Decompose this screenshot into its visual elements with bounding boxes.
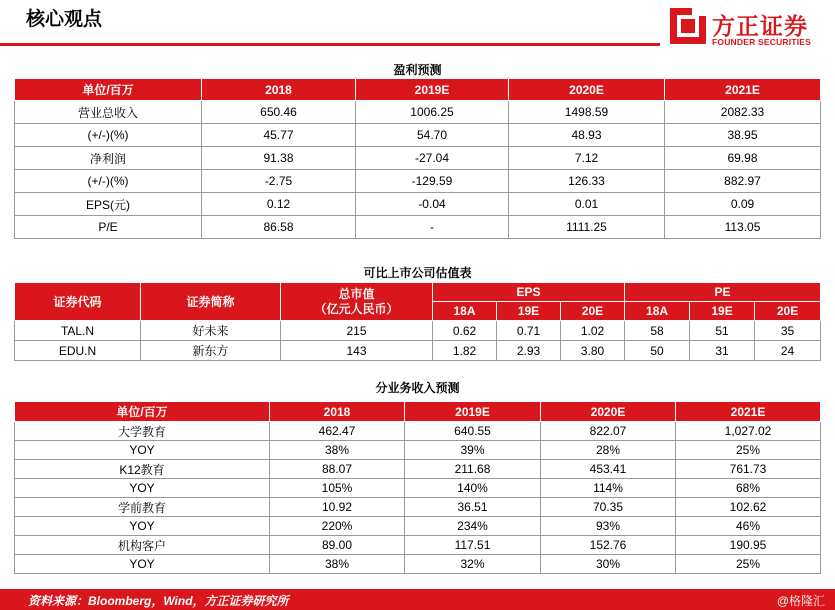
table-row bbox=[15, 170, 821, 193]
table-cell: 46% bbox=[676, 517, 821, 536]
page-title: 核心观点 bbox=[26, 9, 103, 30]
table-cell: 58 bbox=[625, 321, 690, 341]
table-cell: -0.04 bbox=[356, 193, 509, 216]
table-cell: 24 bbox=[755, 341, 821, 361]
table1-header-row bbox=[15, 79, 821, 101]
table-row bbox=[15, 422, 821, 441]
table-cell: 462.47 bbox=[270, 422, 405, 441]
table2-subheader-cell: 20E bbox=[755, 302, 821, 321]
table-cell: (+/-)(%) bbox=[15, 170, 202, 193]
table-cell: 117.51 bbox=[405, 536, 541, 555]
profit-forecast-table bbox=[14, 78, 821, 239]
table3-header-cell: 2019E bbox=[405, 402, 541, 422]
table-cell: 640.55 bbox=[405, 422, 541, 441]
table-row bbox=[15, 101, 821, 124]
table-cell: 114% bbox=[541, 479, 676, 498]
market-cap-label: 总市值 bbox=[338, 286, 375, 301]
table-cell: 89.00 bbox=[270, 536, 405, 555]
table-cell: 净利润 bbox=[15, 147, 202, 170]
table-cell: 大学教育 bbox=[15, 422, 270, 441]
table2-header-cell: 证券代码 bbox=[15, 283, 141, 321]
segment-revenue-table bbox=[14, 401, 821, 574]
founder-logo-icon bbox=[668, 6, 708, 46]
market-cap-unit: （亿元人民币） bbox=[314, 301, 399, 316]
table-cell: 152.76 bbox=[541, 536, 676, 555]
table-cell: 1.82 bbox=[433, 341, 497, 361]
table-cell: 2.93 bbox=[497, 341, 561, 361]
table2-title: 可比上市公司估值表 bbox=[363, 266, 472, 280]
table2-subheader-cell: 20E bbox=[561, 302, 625, 321]
table-cell: 126.33 bbox=[509, 170, 665, 193]
table-cell: 25% bbox=[676, 555, 821, 574]
source-note: 资料来源：Bloomberg，Wind，方正证券研究所 bbox=[28, 594, 289, 608]
table-cell: 好未来 bbox=[141, 321, 281, 341]
table2-subheader-cell: 19E bbox=[690, 302, 755, 321]
table-cell: 2082.33 bbox=[665, 101, 821, 124]
table-cell: YOY bbox=[15, 555, 270, 574]
peer-valuation-table bbox=[14, 282, 821, 361]
table-cell: 0.71 bbox=[497, 321, 561, 341]
table2-header-row bbox=[15, 283, 821, 302]
table3-header-cell: 2021E bbox=[676, 402, 821, 422]
table-cell: 69.98 bbox=[665, 147, 821, 170]
table-cell: 25% bbox=[676, 441, 821, 460]
table-cell: 88.07 bbox=[270, 460, 405, 479]
table-cell: 学前教育 bbox=[15, 498, 270, 517]
table-cell: 882.97 bbox=[665, 170, 821, 193]
table-row bbox=[15, 341, 821, 361]
table-cell: 113.05 bbox=[665, 216, 821, 239]
table-cell: 0.01 bbox=[509, 193, 665, 216]
table-cell: 220% bbox=[270, 517, 405, 536]
table-row bbox=[15, 555, 821, 574]
logo-name: 方正证券 bbox=[712, 13, 808, 39]
table-cell: 1.02 bbox=[561, 321, 625, 341]
table-cell: YOY bbox=[15, 441, 270, 460]
table-cell: 143 bbox=[281, 341, 433, 361]
table-cell: 93% bbox=[541, 517, 676, 536]
table-cell: 51 bbox=[690, 321, 755, 341]
table-row bbox=[15, 479, 821, 498]
watermark: @格隆汇 bbox=[776, 594, 825, 608]
table-cell: -27.04 bbox=[356, 147, 509, 170]
table-cell: P/E bbox=[15, 216, 202, 239]
table-cell: - bbox=[356, 216, 509, 239]
table1-title: 盈利预测 bbox=[393, 63, 442, 77]
table-cell: 215 bbox=[281, 321, 433, 341]
table3-header-row bbox=[15, 402, 821, 422]
table-cell: 0.09 bbox=[665, 193, 821, 216]
table-row bbox=[15, 124, 821, 147]
table-row bbox=[15, 441, 821, 460]
table-cell: 105% bbox=[270, 479, 405, 498]
table-cell: 822.07 bbox=[541, 422, 676, 441]
table-cell: 39% bbox=[405, 441, 541, 460]
founder-logo bbox=[668, 6, 818, 48]
table-cell: 新东方 bbox=[141, 341, 281, 361]
table-cell: 761.73 bbox=[676, 460, 821, 479]
table-cell: 30% bbox=[541, 555, 676, 574]
table-cell: 营业总收入 bbox=[15, 101, 202, 124]
table-cell: -2.75 bbox=[202, 170, 356, 193]
table-row bbox=[15, 147, 821, 170]
table-cell: 10.92 bbox=[270, 498, 405, 517]
table-cell: TAL.N bbox=[15, 321, 141, 341]
table-cell: 102.62 bbox=[676, 498, 821, 517]
table2-header-cell: EPS bbox=[433, 283, 625, 302]
table-cell: YOY bbox=[15, 479, 270, 498]
table-cell: 3.80 bbox=[561, 341, 625, 361]
title-divider bbox=[0, 43, 660, 46]
table1-header-cell: 2018 bbox=[202, 79, 356, 101]
footer-bar bbox=[0, 589, 835, 610]
table-cell: 0.12 bbox=[202, 193, 356, 216]
table-cell: 32% bbox=[405, 555, 541, 574]
table-cell: EPS(元) bbox=[15, 193, 202, 216]
table-cell: 1006.25 bbox=[356, 101, 509, 124]
table-cell: 91.38 bbox=[202, 147, 356, 170]
table2-subheader-cell: 18A bbox=[433, 302, 497, 321]
table-cell: 1,027.02 bbox=[676, 422, 821, 441]
table-cell: YOY bbox=[15, 517, 270, 536]
table-cell: 35 bbox=[755, 321, 821, 341]
table1-header-cell: 2020E bbox=[509, 79, 665, 101]
table2-header-cell bbox=[281, 283, 433, 321]
table2-header-cell: PE bbox=[625, 283, 821, 302]
table-row bbox=[15, 517, 821, 536]
table-cell: K12教育 bbox=[15, 460, 270, 479]
table1-header-cell: 2019E bbox=[356, 79, 509, 101]
table-cell: 38.95 bbox=[665, 124, 821, 147]
table-row bbox=[15, 321, 821, 341]
table1-header-cell: 2021E bbox=[665, 79, 821, 101]
table-cell: 70.35 bbox=[541, 498, 676, 517]
table2-header-cell: 证券简称 bbox=[141, 283, 281, 321]
table-cell: 机构客户 bbox=[15, 536, 270, 555]
table-cell: 0.62 bbox=[433, 321, 497, 341]
table-cell: 68% bbox=[676, 479, 821, 498]
table-cell: 86.58 bbox=[202, 216, 356, 239]
table-cell: 7.12 bbox=[509, 147, 665, 170]
table2-subheader-cell: 19E bbox=[497, 302, 561, 321]
table1-header-cell: 单位/百万 bbox=[15, 79, 202, 101]
table-row bbox=[15, 216, 821, 239]
table-cell: 1498.59 bbox=[509, 101, 665, 124]
table-cell: 54.70 bbox=[356, 124, 509, 147]
table-cell: -129.59 bbox=[356, 170, 509, 193]
table-cell: 190.95 bbox=[676, 536, 821, 555]
table-cell: 38% bbox=[270, 441, 405, 460]
table-row bbox=[15, 536, 821, 555]
table-cell: 38% bbox=[270, 555, 405, 574]
table3-header-cell: 2020E bbox=[541, 402, 676, 422]
logo-subtitle: FOUNDER SECURITIES bbox=[712, 37, 811, 47]
table3-title: 分业务收入预测 bbox=[375, 381, 460, 395]
table-cell: 36.51 bbox=[405, 498, 541, 517]
table-cell: 211.68 bbox=[405, 460, 541, 479]
table-cell: EDU.N bbox=[15, 341, 141, 361]
table-row bbox=[15, 193, 821, 216]
table2-subheader-cell: 18A bbox=[625, 302, 690, 321]
table-cell: 1111.25 bbox=[509, 216, 665, 239]
table-cell: 45.77 bbox=[202, 124, 356, 147]
table-cell: 234% bbox=[405, 517, 541, 536]
table-cell: 28% bbox=[541, 441, 676, 460]
table-cell: 650.46 bbox=[202, 101, 356, 124]
table-cell: 50 bbox=[625, 341, 690, 361]
table-row bbox=[15, 498, 821, 517]
table-cell: 453.41 bbox=[541, 460, 676, 479]
table-cell: 140% bbox=[405, 479, 541, 498]
table3-header-cell: 2018 bbox=[270, 402, 405, 422]
table-cell: 31 bbox=[690, 341, 755, 361]
table-row bbox=[15, 460, 821, 479]
table-cell: (+/-)(%) bbox=[15, 124, 202, 147]
table3-header-cell: 单位/百万 bbox=[15, 402, 270, 422]
table-cell: 48.93 bbox=[509, 124, 665, 147]
